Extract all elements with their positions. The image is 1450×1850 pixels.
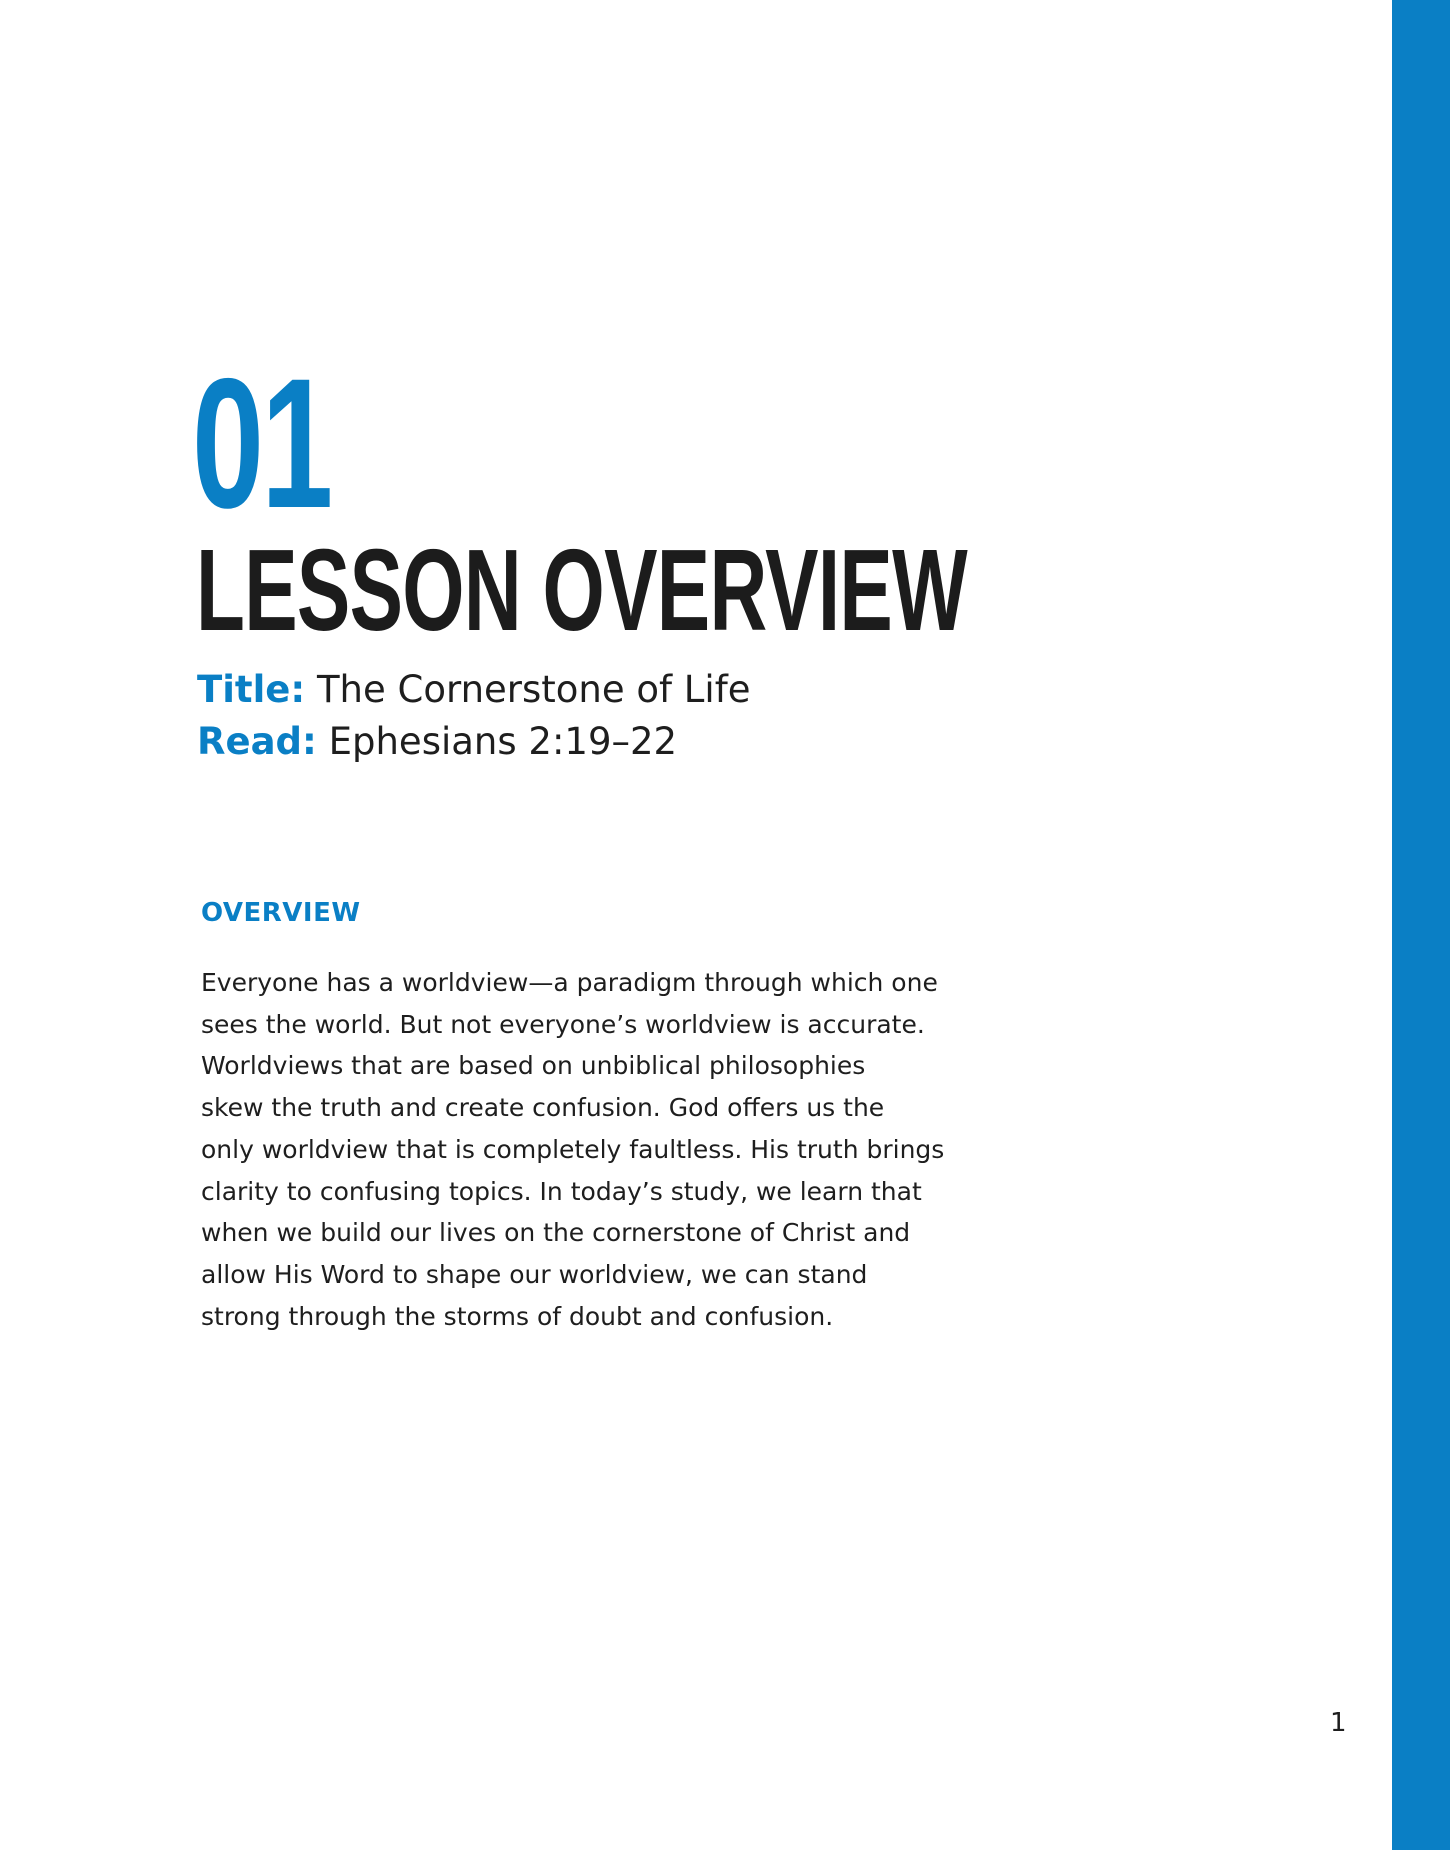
title-label: Title:	[197, 668, 306, 711]
lesson-read-line	[197, 720, 677, 764]
overview-line: allow His Word to shape our worldview, we can stand	[201, 1259, 868, 1289]
lesson-number: 01	[192, 341, 331, 547]
title-value: The Cornerstone of Life	[316, 668, 751, 711]
page-number: 1	[1330, 1708, 1347, 1738]
read-value: Ephesians 2:19–22	[328, 720, 678, 763]
overview-line: sees the world. But not everyone’s worldview is accurate.	[201, 1009, 925, 1039]
lesson-heading: LESSON OVERVIEW	[196, 525, 967, 655]
overview-line: skew the truth and create confusion. God offers us the	[201, 1093, 885, 1123]
overview-line: when we build our lives on the cornerstone of Christ and	[201, 1218, 911, 1248]
read-label: Read:	[197, 720, 317, 763]
overview-line: strong through the storms of doubt and confusion.	[201, 1301, 834, 1331]
overview-paragraph	[201, 962, 961, 1337]
overview-heading: OVERVIEW	[201, 898, 361, 928]
lesson-title-line	[197, 668, 751, 712]
overview-line: Worldviews that are based on unbiblical philosophies	[201, 1051, 866, 1081]
overview-line: Everyone has a worldview—a paradigm through which one	[201, 968, 938, 997]
overview-line: clarity to confusing topics. In today’s study, we learn that	[201, 1176, 922, 1206]
side-accent-bar	[1392, 0, 1450, 1850]
overview-line: only worldview that is completely faultless. His truth brings	[201, 1134, 945, 1164]
